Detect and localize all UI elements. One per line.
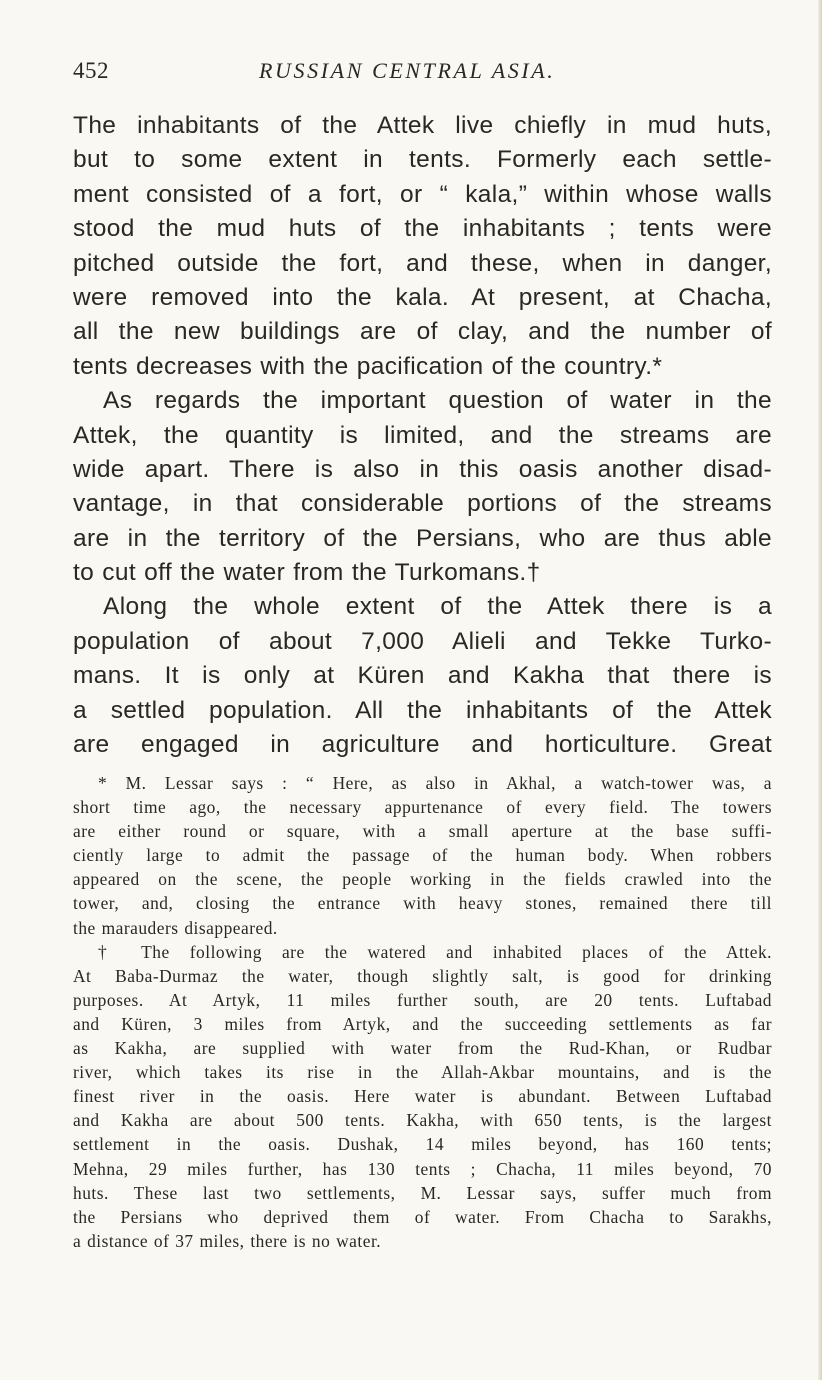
text-line: are engaged in agriculture and horticulture. Great [73,731,772,759]
text-line: As regards the important question of water in the [103,387,772,415]
footnote-line: finest river in the oasis. Here water is abundant. Between Luftabad [73,1086,772,1107]
main-text [73,109,772,762]
footnote-line: At Baba-Durmaz the water, though slightly salt, is good for drinking [73,965,772,986]
text-line: a settled population. All the inhabitants of the Attek [73,696,772,724]
text-line: stood the mud huts of the inhabitants ; tents were [73,215,772,243]
footnote-line: a distance of 37 miles, there is no water. [73,1230,382,1251]
text-line: Attek, the quantity is limited, and the streams are [73,421,772,449]
text-line: to cut off the water from the Turkomans.† [73,559,541,587]
footnote-line: settlement in the oasis. Dushak, 14 miles beyond, has 160 tents; [73,1134,772,1155]
text-line: Along the whole extent of the Attek there is a [103,593,772,621]
text-line: ment consisted of a fort, or “ kala,” within whose walls [73,180,772,208]
page-edge [818,0,822,1380]
footnote-line: the marauders disappeared. [73,917,278,938]
footnote-line: river, which takes its rise in the Allah-Akbar mountains, and is the [73,1062,772,1083]
text-line: mans. It is only at Küren and Kakha that there is [73,662,772,690]
footnote-line: * M. Lessar says : “ Here, as also in Akhal, a watch-tower was, a [98,773,772,793]
text-line: wide apart. There is also in this oasis another disad- [73,455,772,483]
footnote-line: huts. These last two settlements, M. Lessar says, suffer much from [73,1182,772,1203]
footnote-line: tower, and, closing the entrance with heavy stones, remained there till [73,893,772,914]
footnote-line: ciently large to admit the passage of the human body. When robbers [73,845,772,866]
text-line: all the new buildings are of clay, and the number of [73,318,772,346]
footnote-line: appeared on the scene, the people working in the fields crawled into the [73,869,772,890]
footnote-line: as Kakha, are supplied with water from the Rud-Khan, or Rudbar [73,1038,772,1059]
footnote-line: † The following are the watered and inhabited places of the Attek. [98,941,772,962]
footnote-line: purposes. At Artyk, 11 miles further south, are 20 tents. Luftabad [73,989,772,1010]
text-line: tents decreases with the pacification of the country.* [73,352,663,380]
page-header [73,58,753,92]
footnote-line: are either round or square, with a small aperture at the base suffi- [73,821,772,842]
text-line: are in the territory of the Persians, who are thus able [73,524,772,552]
running-head: RUSSIAN CENTRAL ASIA. [259,58,556,83]
text-line: but to some extent in tents. Formerly each settle- [73,146,772,174]
page-number: 452 [73,58,109,83]
text-line: The inhabitants of the Attek live chiefly in mud huts, [73,112,772,139]
text-line: pitched outside the fort, and these, when in danger, [73,249,772,277]
footnote-line: and Kakha are about 500 tents. Kakha, with 650 tents, is the largest [73,1110,772,1131]
text-line: vantage, in that considerable portions of the streams [73,490,772,518]
footnotes [73,771,772,1253]
text-line: population of about 7,000 Alieli and Tekke Turko- [73,627,772,655]
text-line: were removed into the kala. At present, at Chacha, [73,283,772,311]
footnote-line: short time ago, the necessary appurtenance of every field. The towers [73,797,772,818]
footnote-line: and Küren, 3 miles from Artyk, and the succeeding settlements as far [73,1013,772,1034]
footnote-line: Mehna, 29 miles further, has 130 tents ; Chacha, 11 miles beyond, 70 [73,1158,772,1179]
footnote-line: the Persians who deprived them of water. From Chacha to Sarakhs, [73,1206,772,1227]
